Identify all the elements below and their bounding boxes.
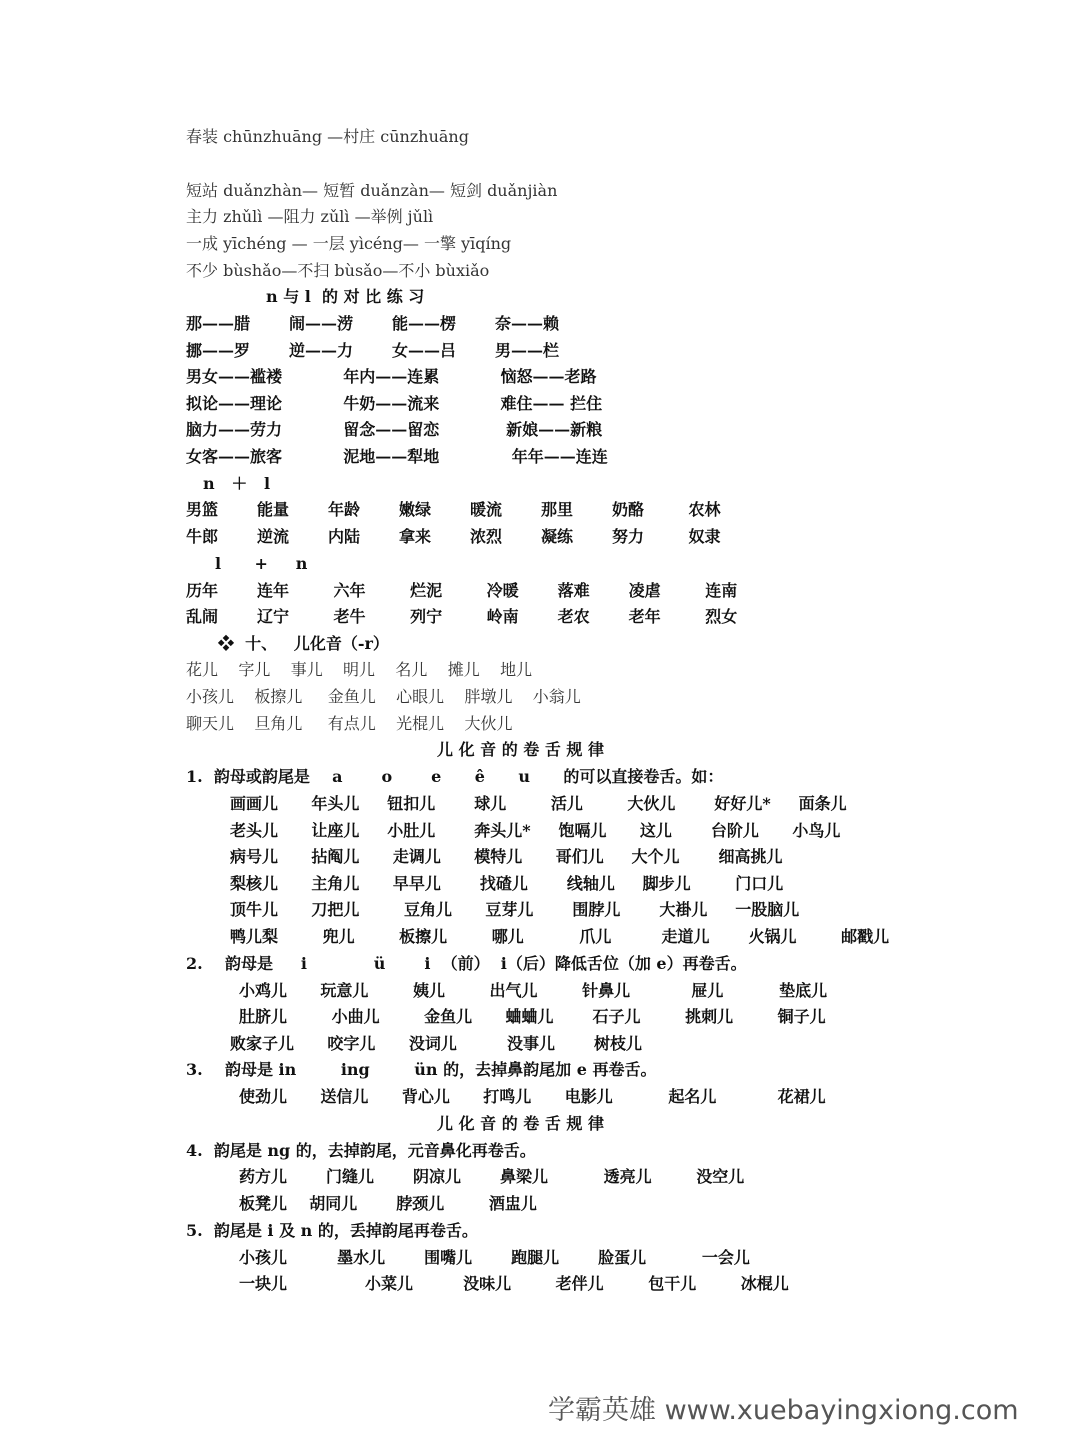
rule3-row: 使劲儿 送信儿 背心儿 打鸣儿 电影儿 起名儿 花裙儿: [239, 1087, 826, 1106]
pinyin-pair-line: 春装 chūnzhuāng —村庄 cūnzhuāng: [186, 127, 469, 146]
site-watermark: 学霸英雄 www.xuebayingxiong.com: [548, 1395, 1019, 1426]
nl-pair-row: 女客——旅客 泥地——犁地 年年——连连: [186, 447, 608, 466]
rule5-row: 一块儿 小菜儿 没味儿 老伴儿 包干儿 冰棍儿: [239, 1274, 789, 1293]
pinyin-pair-line: 短站 duǎnzhàn— 短暂 duǎnzàn— 短剑 duǎnjiàn: [186, 181, 558, 200]
rules-section-title: 儿 化 音 的 卷 舌 规 律: [437, 740, 604, 759]
n-plus-l-label: n ＋ l: [203, 474, 271, 493]
rule1-label: 1. 韵母或韵尾是 a o e ê u 的可以直接卷舌。如：: [186, 767, 724, 786]
rule2-row: 肚脐儿 小曲儿 金鱼儿 蛐蛐儿 石子儿 挑刺儿 铜子儿: [239, 1007, 826, 1026]
l-plus-n-row: 乱闹 辽宁 老牛 列宁 岭南 老农 老年 烈女: [186, 607, 738, 626]
nl-pair-row: 那——腊 闹——涝 能——楞 奈——赖: [186, 314, 559, 333]
rule1-row: 画画儿 年头儿 钮扣儿 球儿 活儿 大伙儿 好好儿* 面条儿: [230, 794, 847, 813]
nl-pair-row: 拟论——理论 牛奶——流来 难住—— 拦住: [186, 394, 603, 413]
n-plus-l-row: 牛郎 逆流 内陆 拿来 浓烈 凝练 努力 奴隶: [186, 527, 721, 546]
l-plus-n-row: 历年 连年 六年 烂泥 冷暖 落难 凌虐 连南: [186, 581, 738, 600]
rule2-row: 小鸡儿 玩意儿 姨儿 出气儿 针鼻儿 屉儿 垫底儿: [239, 981, 828, 1000]
nl-pair-row: 男女——褴褛 年内——连累 恼怒——老路: [186, 367, 597, 386]
rule1-row: 鸭儿梨 兜儿 板擦儿 哪儿 爪儿 走道儿 火锅儿 邮戳儿: [230, 927, 890, 946]
pinyin-pair-line: 不少 bùshǎo—不扫 bùsǎo—不小 bùxiǎo: [186, 261, 490, 280]
rule2-row: 败家子儿 咬字儿 没词儿 没事儿 树枝儿: [230, 1034, 642, 1053]
rule1-row: 病号儿 拈阄儿 走调儿 模特儿 哥们儿 大个儿 细高挑儿: [230, 847, 783, 866]
rule4-row: 药方儿 门缝儿 阴凉儿 鼻梁儿 透亮儿 没空儿: [239, 1167, 745, 1186]
l-plus-n-label: l + n: [215, 554, 308, 573]
erhua-row: 花儿 字儿 事儿 明儿 名儿 摊儿 地儿: [186, 660, 533, 679]
rule5-label: 5. 韵尾是 i 及 n 的，丢掉韵尾再卷舌。: [186, 1221, 478, 1240]
rule4-row: 板凳儿 胡同儿 脖颈儿 酒盅儿: [239, 1194, 537, 1213]
nl-pair-row: 挪——罗 逆——力 女——吕 男——栏: [186, 341, 559, 360]
nl-pair-row: 脑力——劳力 留念——留恋 新娘——新粮: [186, 420, 603, 439]
pinyin-pair-line: 一成 yīchéng — 一层 yìcéng— 一擎 yīqíng: [186, 234, 512, 253]
n-plus-l-row: 男篮 能量 年龄 嫩绿 暖流 那里 奶酪 农林: [186, 500, 721, 519]
rule1-row: 顶牛儿 刀把儿 豆角儿 豆芽儿 围脖儿 大褂儿 一股脑儿: [230, 900, 800, 919]
nl-section-title: n 与 l 的 对 比 练 习: [266, 287, 425, 306]
rule4-label: 4. 韵尾是 ng 的，去掉韵尾，元音鼻化再卷舌。: [186, 1141, 536, 1160]
rule1-row: 梨核儿 主角儿 早早儿 找碴儿 线轴儿 脚步儿 门口儿: [230, 874, 784, 893]
rule5-row: 小孩儿 墨水儿 围嘴儿 跑腿儿 脸蛋儿 一会儿: [239, 1248, 750, 1267]
erhua-row: 小孩儿 板擦儿 金鱼儿 心眼儿 胖墩儿 小翁儿: [186, 687, 581, 706]
rule2-label: 2. 韵母是 i ü i （前） i（后）降低舌位（加 e）再卷舌。: [186, 954, 747, 973]
erhua-section-title: ❖ 十、 儿化音（-r）: [218, 634, 389, 653]
rules-section-title-2: 儿 化 音 的 卷 舌 规 律: [437, 1114, 604, 1133]
rule3-label: 3. 韵母是 in ing ün 的，去掉鼻韵尾加 e 再卷舌。: [186, 1060, 657, 1079]
rule1-row: 老头儿 让座儿 小肚儿 奔头儿* 饱嗝儿 这儿 台阶儿 小鸟儿: [230, 821, 841, 840]
erhua-row: 聊天儿 旦角儿 有点儿 光棍儿 大伙儿: [186, 714, 513, 733]
pinyin-pair-line: 主力 zhǔlì —阻力 zǔlì —举例 jǔlì: [186, 207, 434, 226]
